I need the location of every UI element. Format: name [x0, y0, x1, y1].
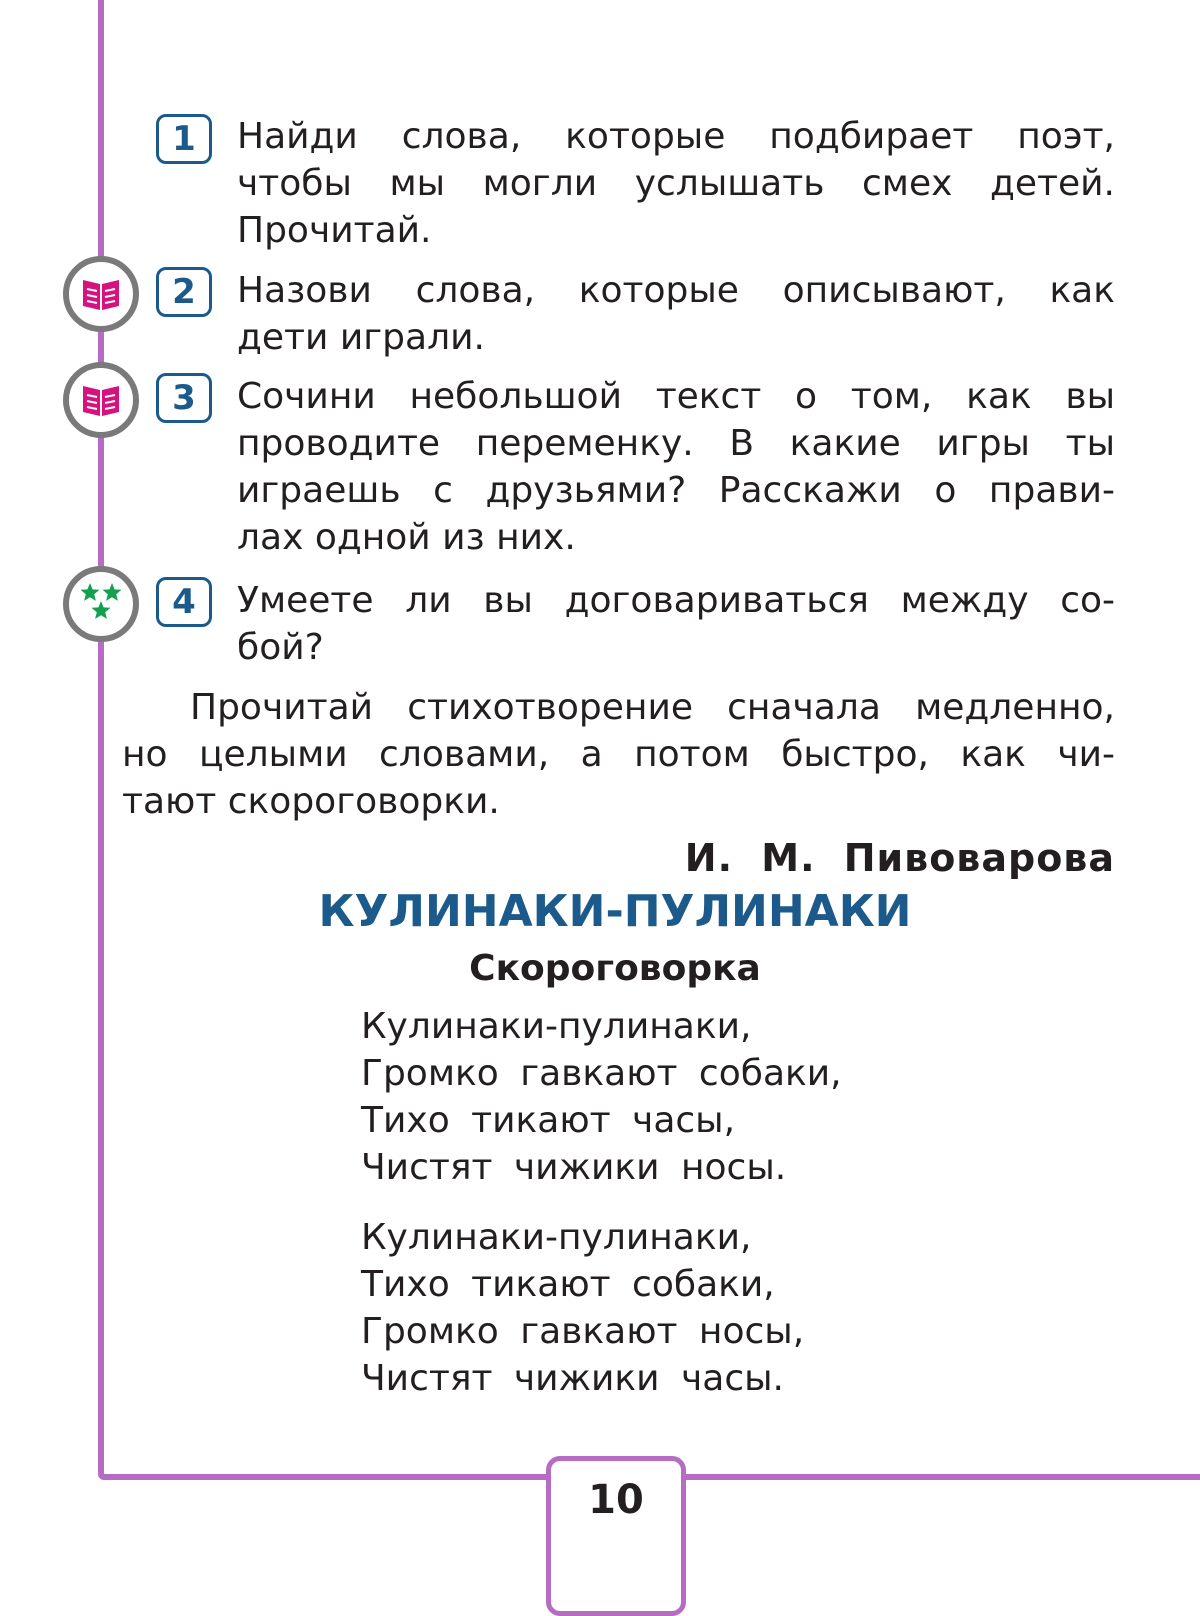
task-1-line-1: Найди слова, которые подбирает поэт,: [237, 116, 1115, 157]
stars-icon: [63, 566, 139, 642]
task-4-line-2: бой?: [237, 627, 324, 668]
task-1-line-2: чтобы мы могли услышать смех детей.: [237, 163, 1115, 204]
book-icon: [63, 256, 139, 332]
task-number-3: 3: [156, 373, 212, 423]
task-4-line-1: Умеете ли вы договариваться между со-: [237, 580, 1115, 621]
poem-line: Тихо тикают собаки,: [361, 1264, 775, 1305]
poem-title: КУЛИНАКИ-ПУЛИНАКИ: [318, 886, 912, 937]
task-1-line-3: Прочитай.: [237, 210, 432, 251]
poem-author: И. М. Пивоварова: [684, 836, 1115, 880]
intro-line-1: Прочитай стихотворение сначала медленно,: [190, 687, 1115, 728]
task-3-line-2: проводите переменку. В какие игры ты: [237, 423, 1115, 464]
intro-line-2: но целыми словами, а потом быстро, как чи-: [122, 734, 1115, 775]
poem-line: Кулинаки-пулинаки,: [361, 1217, 752, 1258]
page-frame-vertical: [98, 0, 104, 1478]
poem-line: Громко гавкают носы,: [361, 1311, 805, 1352]
task-2-line-1: Назови слова, которые описывают, как: [237, 270, 1115, 311]
task-number-2: 2: [156, 267, 212, 317]
poem-line: Кулинаки-пулинаки,: [361, 1006, 752, 1047]
task-3-line-3: играешь с друзьями? Расскажи о прави-: [237, 470, 1115, 511]
poem-line: Тихо тикают часы,: [361, 1100, 736, 1141]
task-2-line-2: дети играли.: [237, 317, 485, 358]
task-3-line-1: Сочини небольшой текст о том, как вы: [237, 376, 1115, 417]
task-number-1: 1: [156, 114, 212, 164]
page-number: 10: [588, 1477, 644, 1523]
poem-line: Чистят чижики носы.: [361, 1147, 787, 1188]
poem-subtitle: Скороговорка: [469, 948, 761, 989]
task-3-line-4: лах одной из них.: [237, 517, 576, 558]
intro-line-3: тают скороговорки.: [122, 781, 500, 822]
poem-line: Громко гавкают собаки,: [361, 1053, 842, 1094]
task-number-4: 4: [156, 577, 212, 627]
page-number-box: [546, 1456, 686, 1616]
book-icon: [63, 362, 139, 438]
poem-line: Чистят чижики часы.: [361, 1358, 784, 1399]
